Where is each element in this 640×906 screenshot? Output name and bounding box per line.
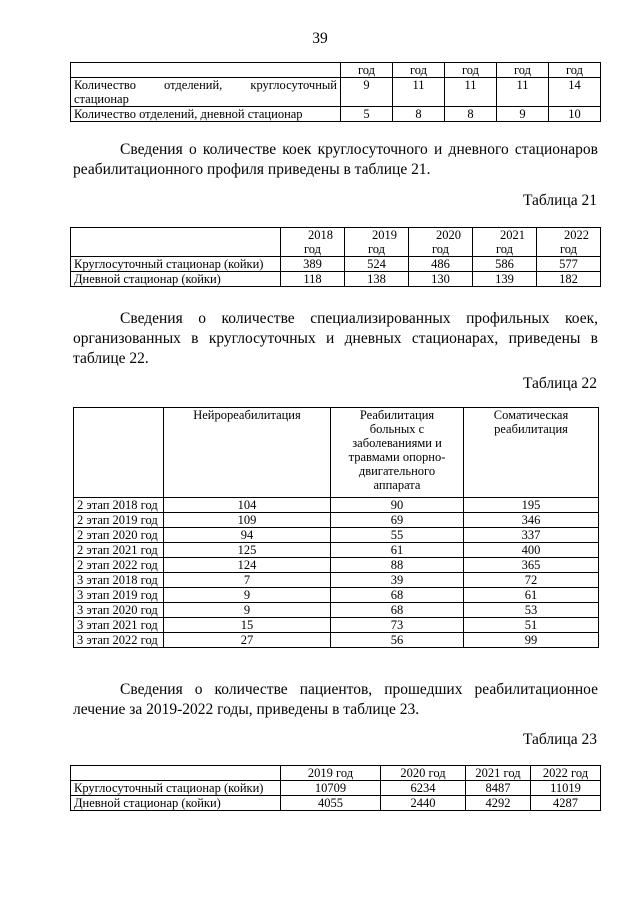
table-21 bbox=[70, 227, 601, 287]
header-cell: 2019 год bbox=[345, 228, 409, 257]
header-cell-musculo: Реабилитация больных с заболеваниями и травмами опорно- двигательного аппарата bbox=[331, 408, 464, 498]
header-cell: 2022 год bbox=[531, 766, 601, 781]
header-cell: 2021 год bbox=[473, 228, 537, 257]
table-row: Дневной стационар (койки) 118 138 130 139 182 bbox=[71, 272, 601, 287]
table-row: 3 этап 2019 год 9 68 61 bbox=[74, 588, 599, 603]
row-label: Количество отделений, дневной стационар bbox=[71, 107, 341, 122]
caption-table-22: Таблица 22 bbox=[522, 375, 597, 392]
page-number: 39 bbox=[312, 30, 328, 47]
header-cell: год bbox=[393, 63, 445, 78]
header-cell: 2020 год bbox=[381, 766, 466, 781]
row-label: Круглосуточный стационар (койки) bbox=[71, 781, 281, 796]
header-cell: год bbox=[549, 63, 601, 78]
header-cell-neuro: Нейрореабилитация bbox=[164, 408, 331, 498]
header-cell: 2021 год bbox=[466, 766, 531, 781]
table-row: Круглосуточный стационар (койки) 389 524 486 586 577 bbox=[71, 257, 601, 272]
header-cell: 2020 год bbox=[409, 228, 473, 257]
table-row: Дневной стационар (койки) 4055 2440 4292 4287 bbox=[71, 796, 601, 811]
header-cell: 2018 год bbox=[281, 228, 345, 257]
table-header-row bbox=[74, 408, 599, 498]
header-cell: 2022 год bbox=[537, 228, 601, 257]
table-header-row bbox=[71, 766, 601, 781]
header-cell: год bbox=[497, 63, 549, 78]
header-cell: 2019 год bbox=[281, 766, 381, 781]
table-row: 2 этап 2018 год 104 90 195 bbox=[74, 498, 599, 513]
paragraph-2: Сведения о количестве специализированных профильных коек, организованных в круглосуточных и дневных стационарах, приведены в таблице 22. bbox=[73, 310, 598, 367]
row-label: Количество отделений, круглосуточный стационар bbox=[71, 78, 341, 107]
header-cell: год bbox=[341, 63, 393, 78]
table-row: 3 этап 2022 год 27 56 99 bbox=[74, 633, 599, 648]
table-row: Количество отделений, дневной стационар 5 8 8 9 10 bbox=[71, 107, 601, 122]
table-row: 2 этап 2019 год 109 69 346 bbox=[74, 513, 599, 528]
paragraph-1: Сведения о количестве коек круглосуточного и дневного стационаров реабилитационного профиля приведены в таблице 21. bbox=[73, 141, 598, 178]
paragraph-3: Сведения о количестве пациентов, прошедших реабилитационное лечение за 2019-2022 годы, приведены в таблице 23. bbox=[73, 681, 598, 718]
caption-table-21: Таблица 21 bbox=[522, 192, 597, 209]
table-row: Количество отделений, круглосуточный стационар 9 11 11 11 14 bbox=[71, 78, 601, 107]
table-22 bbox=[73, 407, 599, 648]
table-header-row bbox=[71, 228, 601, 257]
table-23 bbox=[70, 765, 601, 811]
table-row: Круглосуточный стационар (койки) 10709 6234 8487 11019 bbox=[71, 781, 601, 796]
table-row: 3 этап 2020 год 9 68 53 bbox=[74, 603, 599, 618]
header-cell-somatic: Соматическая реабилитация bbox=[464, 408, 599, 498]
table-row: 2 этап 2021 год 125 61 400 bbox=[74, 543, 599, 558]
table-top bbox=[70, 62, 601, 122]
table-row: 3 этап 2018 год 7 39 72 bbox=[74, 573, 599, 588]
table-row: 3 этап 2021 год 15 73 51 bbox=[74, 618, 599, 633]
row-label: Дневной стационар (койки) bbox=[71, 272, 281, 287]
row-label: Круглосуточный стационар (койки) bbox=[71, 257, 281, 272]
row-label: Дневной стационар (койки) bbox=[71, 796, 281, 811]
table-row: 2 этап 2020 год 94 55 337 bbox=[74, 528, 599, 543]
table-row: 2 этап 2022 год 124 88 365 bbox=[74, 558, 599, 573]
header-cell: год bbox=[445, 63, 497, 78]
table-header-row bbox=[71, 63, 601, 78]
caption-table-23: Таблица 23 bbox=[522, 731, 597, 748]
